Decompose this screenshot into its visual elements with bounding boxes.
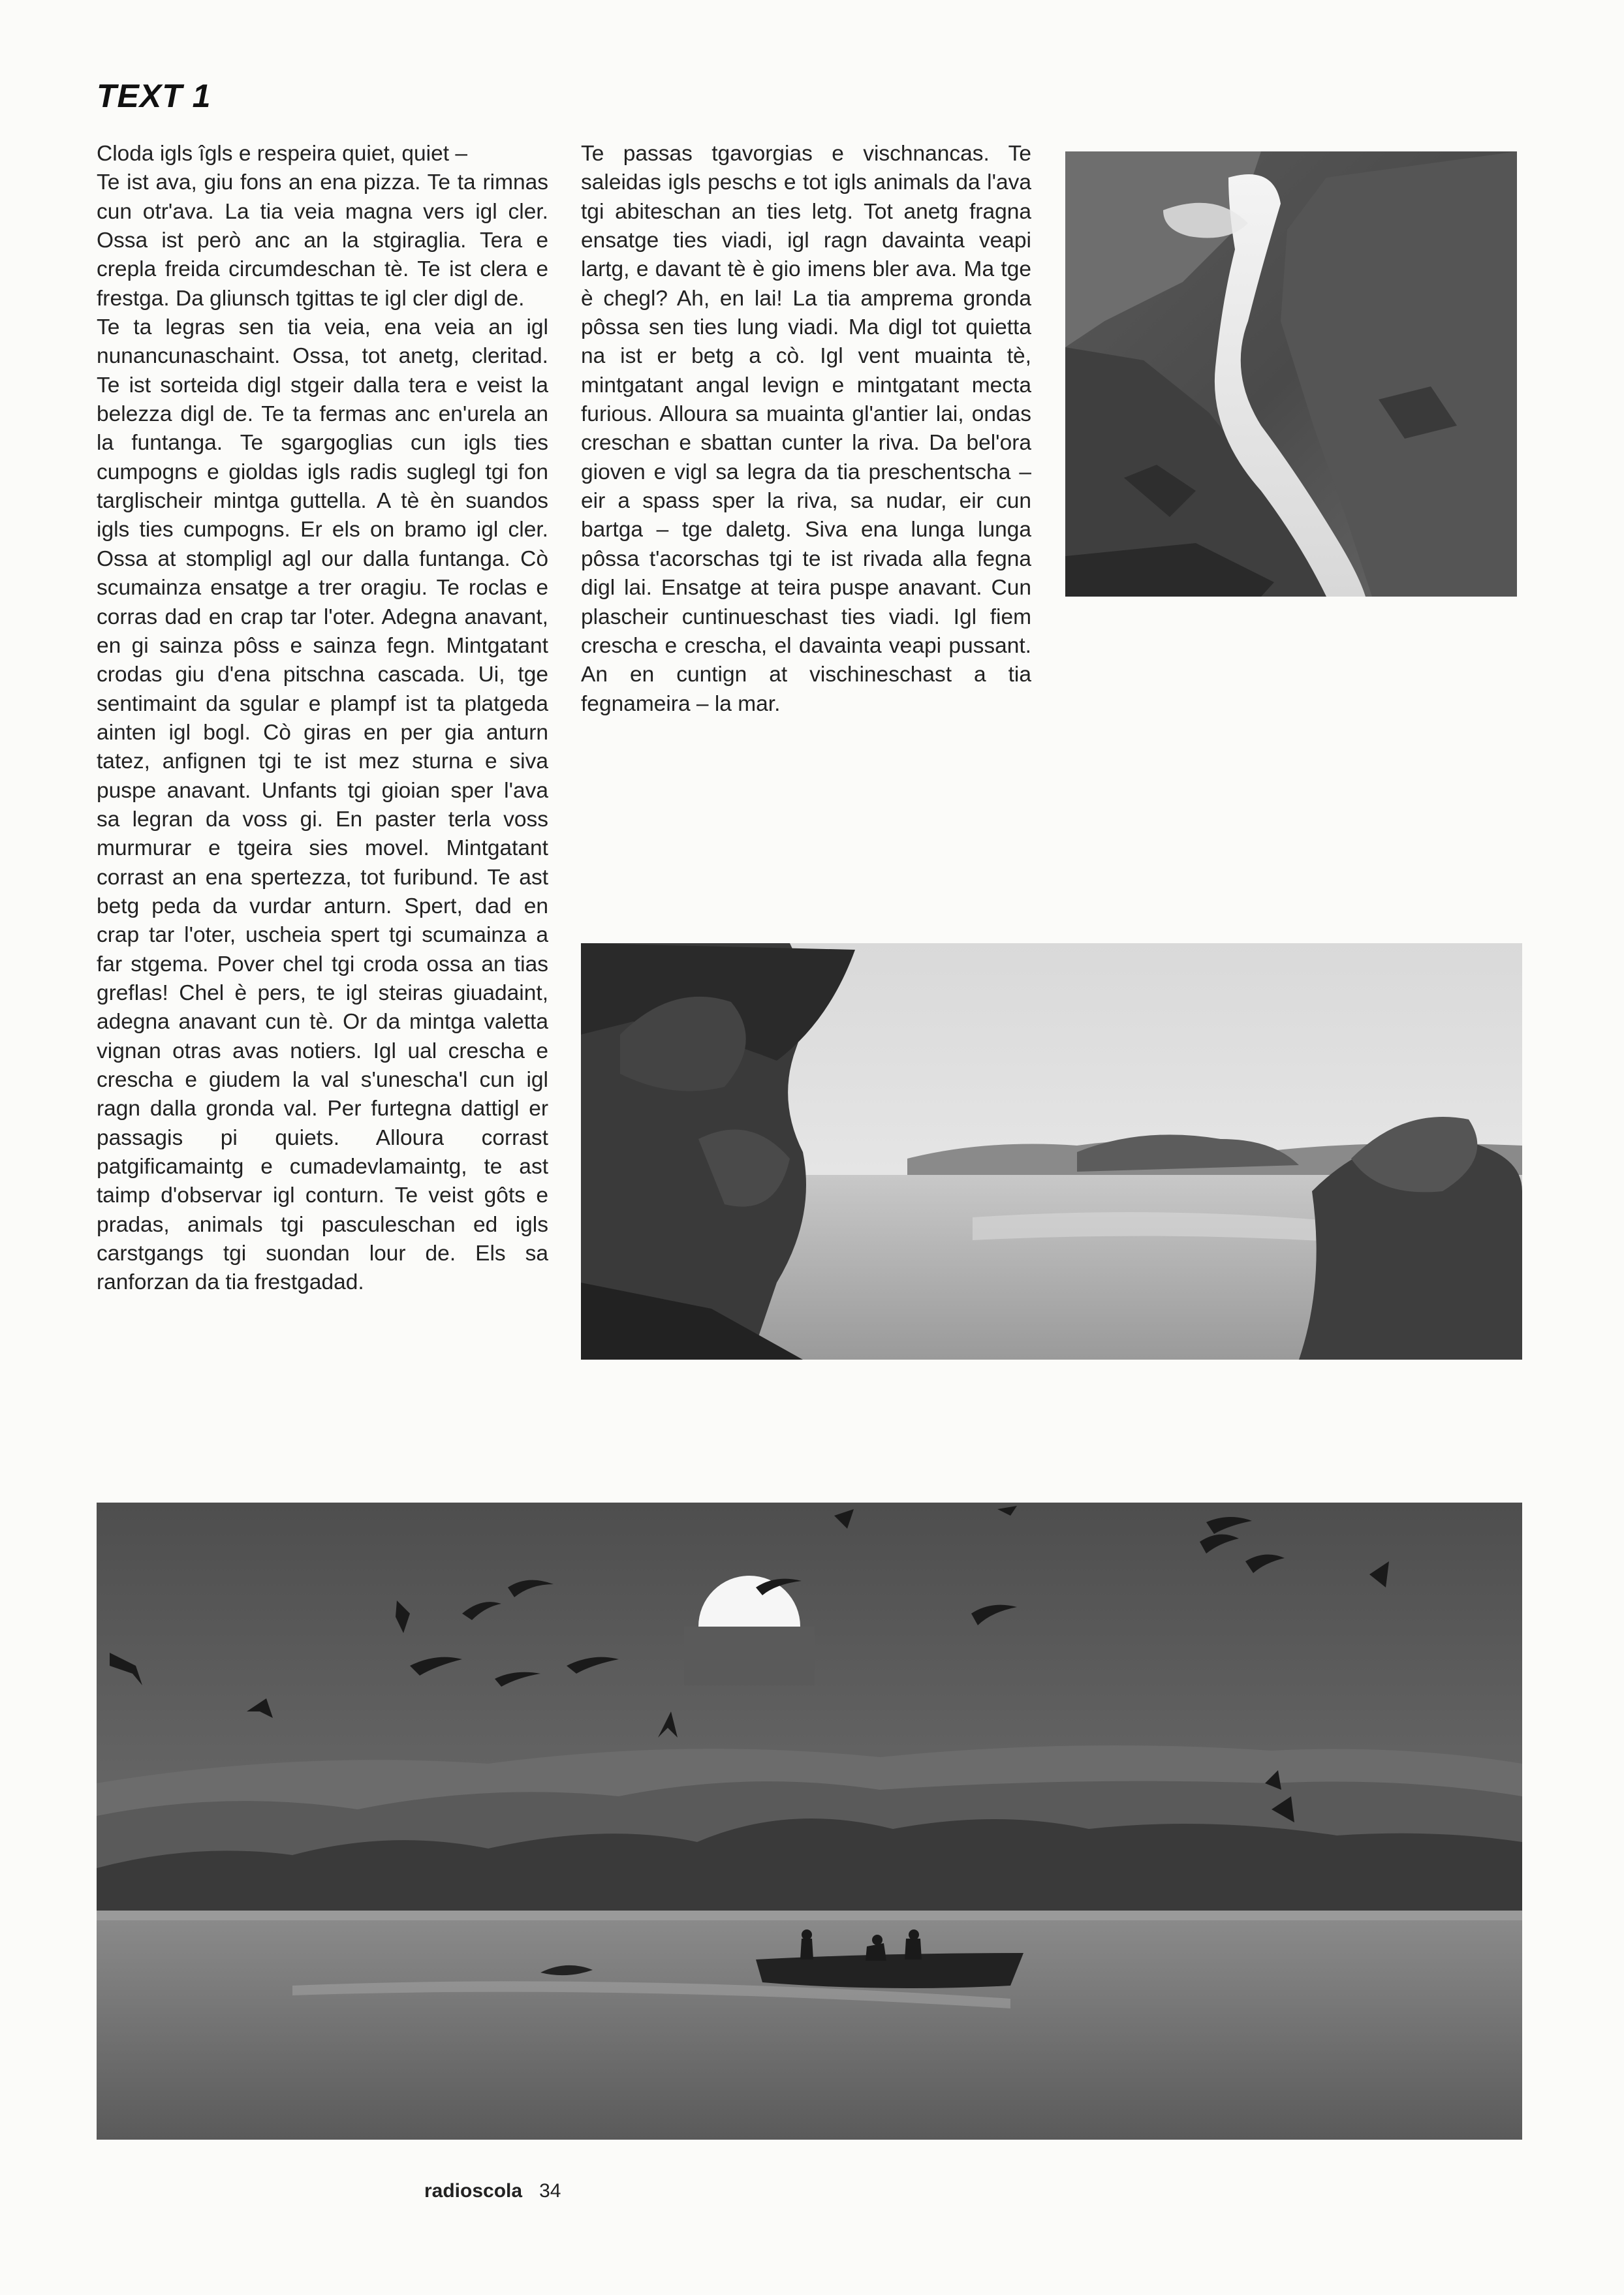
page-heading: TEXT 1 [97, 78, 211, 114]
text-column-right: Te passas tgavorgias e vischnancas. Te saleidas igls peschs e tot igls animals da l'ava tgi abiteschan an ties letg. Tot anetg fragna ensatge ties viadi, igl ragn davainta veapi lartg, e davant tè è gio imens bler ava. Ma tge è chegl? Ah, en lai! La tia amprema gronda pôssa sen ties lung viadi. Ma digl tot quietta na ist er betg a cò. Igl vent muainta tè, mintgatant angal levign e mintgatant mecta furious. Alloura sa muainta gl'antier lai, ondas creschan e sbattan cunter la riva. Da bel'ora gioven e vigl sa legra da tia preschentscha – eir a spass sper la riva, sa nudar, eir cun bartga – tge daletg. Siva ena lunga lunga pôssa t'acorschas tgi te ist rivada alla fegna digl lai. Ensatge at teira puspe anavant. Cun plascheir cuntinueschast ties viadi. Igl fiem crescha e crescha, el davainta veapi pussant. An en cuntign at vischineschast a tia fegnameira – la mar. [581, 142, 1031, 716]
photo-sunset [97, 1503, 1522, 2140]
photo-waterfall [1065, 151, 1517, 597]
page-number: 34 [539, 2180, 561, 2202]
page-footer [424, 2180, 561, 2202]
photo-lake [581, 943, 1522, 1360]
text-column-left: Cloda igls îgls e respeira quiet, quiet – Te ist ava, giu fons an ena pizza. Te ta rimnas cun otr'ava. La tia veia magna vers igl cler. Ossa ist però anc an la stgiraglia. Tera e crepla freida circumdeschan tè. Te ist clera e frestga. Da gliunsch tgittas te igl cler digl de. Te ta legras sen tia veia, ena veia an igl nunancunaschaint. Ossa, tot anetg, cleritad. Te ist sorteida digl stgeir dalla tera e veist la belezza digl de. Te ta fermas anc en'urela an la funtanga. Te sgargoglias cun igls ties cumpogns e gioldas igls radis suglegl tgi fon targlischeir mintga guttella. A tè èn suandos igls ties cumpogns. Er els on bramo igl cler. Ossa at stompligl agl our dalla funtanga. Cò scumainza ensatge a trer oragiu. Te roclas e corras dad en crap tar l'oter. Adegna anavant, en gi sainza pôss e sainza fegn. Mintgatant crodas giu d'ena pitschna cascada. Ui, tge sentimaint da sgular e plampf ist ta platgeda ainten igl bogl. Cò giras en per gia anturn tatez, anfignen tgi te ist mez sturna e siva puspe anavant. Unfants tgi gioian sper l'ava sa legran da voss gi. En paster terla voss murmurar e tgeira sies movel. Mintgatant corrast an ena spertezza, tot furibund. Te ast betg peda da vurdar anturn. Spert, dad en crap tar l'oter, uscheia spert tgi scumainza a far stgema. Pover chel tgi croda ossa an tias greflas! Chel è pers, te igl steiras giuadaint, adegna anavant cun tè. Or da mintga valetta vignan otras avas notiers. Igl ual crescha e crescha e giudem la val s'unescha'l cun igl ragn dalla gronda val. Per furtegna dattigl er passagis pi quiets. Alloura corrast patgificamaintg e cumadevlamaintg, te ast taimp d'observar igl conturn. Te veist gôts e pradas, animals tgi pasculeschan ed igls carstgangs tgi suondan lour de. Els sa ranforzan da tia frestgadad. [97, 142, 548, 1295]
publication-name: radioscola [424, 2180, 523, 2202]
